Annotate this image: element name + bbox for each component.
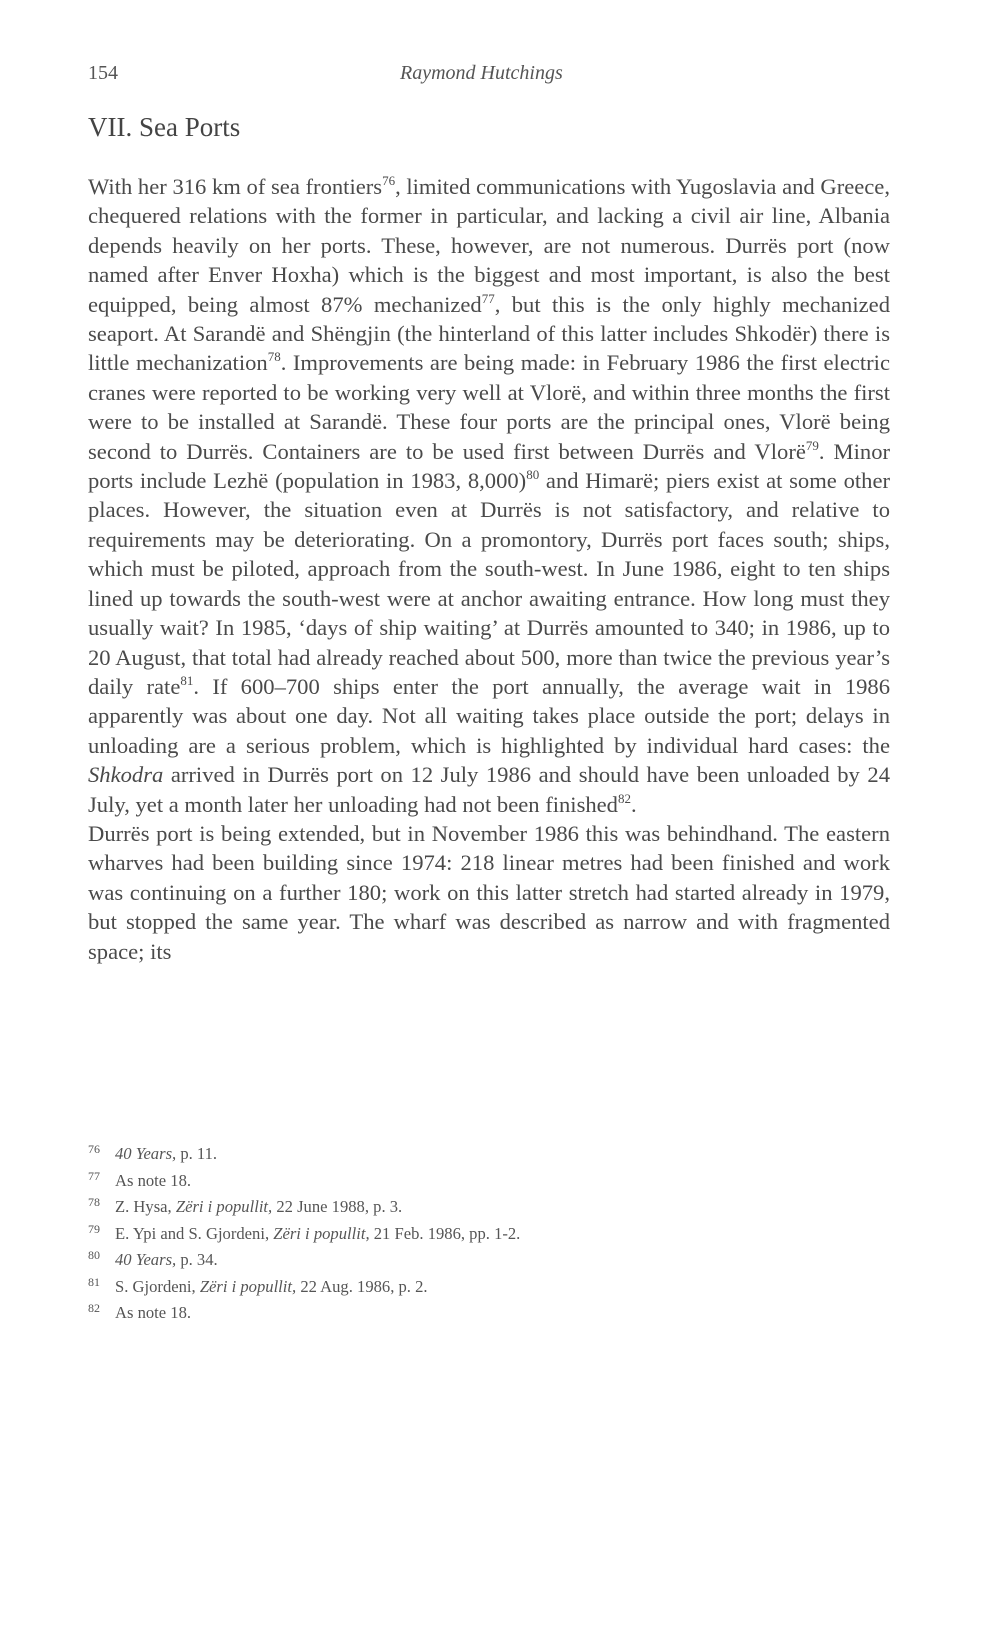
text-run: , but this is the only highly mechanized seaport. At Sarandë and Shëngjin (the hinterland of this latter includes Shkodër) there is little mechanization bbox=[88, 291, 890, 376]
footnote: 78 Z. Hysa, Zëri i popullit, 22 June 1988, p. 3. bbox=[88, 1195, 403, 1216]
footnote-ref-77: 77 bbox=[481, 290, 495, 306]
footnote: 81 S. Gjordeni, Zëri i popullit, 22 Aug. 1986, p. 2. bbox=[88, 1274, 428, 1296]
footnote-text: 21 Feb. 1986, pp. 1-2. bbox=[369, 1223, 521, 1243]
text-run: . bbox=[630, 791, 637, 817]
paragraph-1 bbox=[88, 172, 890, 819]
footnote-text: p. 11. bbox=[176, 1144, 218, 1163]
footnote-ref-82: 82 bbox=[617, 790, 631, 806]
footnote-author: E. Ypi and S. Gjordeni, bbox=[115, 1223, 274, 1243]
footnote-text: 22 Aug. 1986, p. 2. bbox=[296, 1276, 428, 1296]
page-number: 154 bbox=[88, 62, 118, 84]
running-head: Raymond Hutchings bbox=[400, 62, 563, 84]
footnote-ref-81: 81 bbox=[180, 672, 194, 688]
footnote-ref-79: 79 bbox=[805, 437, 819, 453]
footnote: 79 E. Ypi and S. Gjordeni, Zëri i popullit, 21 Feb. 1986, pp. 1-2. bbox=[88, 1221, 521, 1243]
footnote-text: p. 34. bbox=[176, 1250, 218, 1269]
footnote-ref-80: 80 bbox=[526, 467, 540, 483]
text-run: With her 316 km of sea frontiers bbox=[88, 174, 383, 199]
text-run: . Minor ports include Lezhë (population in 1983, 8,000) bbox=[88, 438, 891, 494]
text-run: and Himarë; piers exist at some other places. However, the situation even at Durrës is not satisfactory, and relative to requirements may be deteriorating. On a promontory, Durrës port faces south; ships, which must be piloted, approach from the south-west. In June 1986, eight to ten ships lined up towards the south-west were at anchor awaiting entrance. How long must they usually wait? In 1985, ‘days of ship waiting’ at Durrës amounted to 340; in 1986, up to 20 August, that total had already reached about 500, more than twice the previous year’s daily rate bbox=[88, 468, 890, 699]
paragraph-2: Durrës port is being extended, but in November 1986 this was behindhand. The eastern wharves had been building since 1974: 218 linear metres had been finished and work was continuing on a further 180; work on this latter stretch had started already in 1979, but stopped the same year. The wharf was described as narrow and with fragmented space; its bbox=[88, 820, 890, 964]
footnote-title: 40 Years, bbox=[115, 1250, 177, 1269]
footnote-author: S. Gjordeni, bbox=[115, 1276, 200, 1296]
footnote-ref-78: 78 bbox=[267, 349, 281, 365]
footnote: 76 40 Years, p. 11. bbox=[88, 1142, 218, 1163]
footnote-ref-76: 76 bbox=[382, 173, 396, 188]
footnote-title: 40 Years, bbox=[115, 1144, 177, 1163]
footnote-title: Zëri i popullit, bbox=[175, 1197, 273, 1216]
footnote-text: 22 June 1988, p. 3. bbox=[272, 1197, 403, 1216]
footnotes-list bbox=[88, 1141, 890, 1327]
footnote-text: As note 18. bbox=[115, 1303, 192, 1322]
footnote: 80 40 Years, p. 34. bbox=[88, 1248, 218, 1269]
body-text bbox=[88, 172, 890, 966]
text-run: arrived in Durrës port on 12 July 1986 and should have been unloaded by 24 July, yet a month later her unloading had not been finished bbox=[88, 762, 890, 817]
text-run: . If 600–700 ships enter the port annually, the average wait in 1986 apparently was about one day. Not all waiting takes place outside the port; delays in unloading are a serious problem, which is highlighted by individual hard cases: the bbox=[88, 673, 891, 758]
ship-name: Shkodra bbox=[88, 762, 164, 788]
text-run: , limited communications with Yugoslavia and Greece, chequered relations with the former in particular, and lacking a civil air line, Albania depends heavily on her ports. These, however, are not numerous. Durrës port (now named after Enver Hoxha) which is the biggest and most important, is also the best equipped, being almost 87% mechanized bbox=[88, 174, 890, 317]
footnote-author: Z. Hysa, bbox=[115, 1197, 176, 1216]
footnote: 77 As note 18. bbox=[88, 1168, 192, 1190]
footnote: 82 As note 18. bbox=[88, 1301, 192, 1322]
text-run: . Improvements are being made: in February 1986 the first electric cranes were reported to be working very well at Vlorë, and within three months the first were to be installed at Sarandë. These four ports are the principal ones, Vlorë being second to Durrës. Containers are to be used first between Durrës and Vlorë bbox=[88, 350, 890, 464]
footnote-title: Zëri i popullit, bbox=[199, 1276, 297, 1296]
footnote-title: Zëri i popullit, bbox=[273, 1223, 370, 1243]
section-heading: VII. Sea Ports bbox=[88, 112, 241, 142]
footnote-text: As note 18. bbox=[115, 1170, 192, 1190]
